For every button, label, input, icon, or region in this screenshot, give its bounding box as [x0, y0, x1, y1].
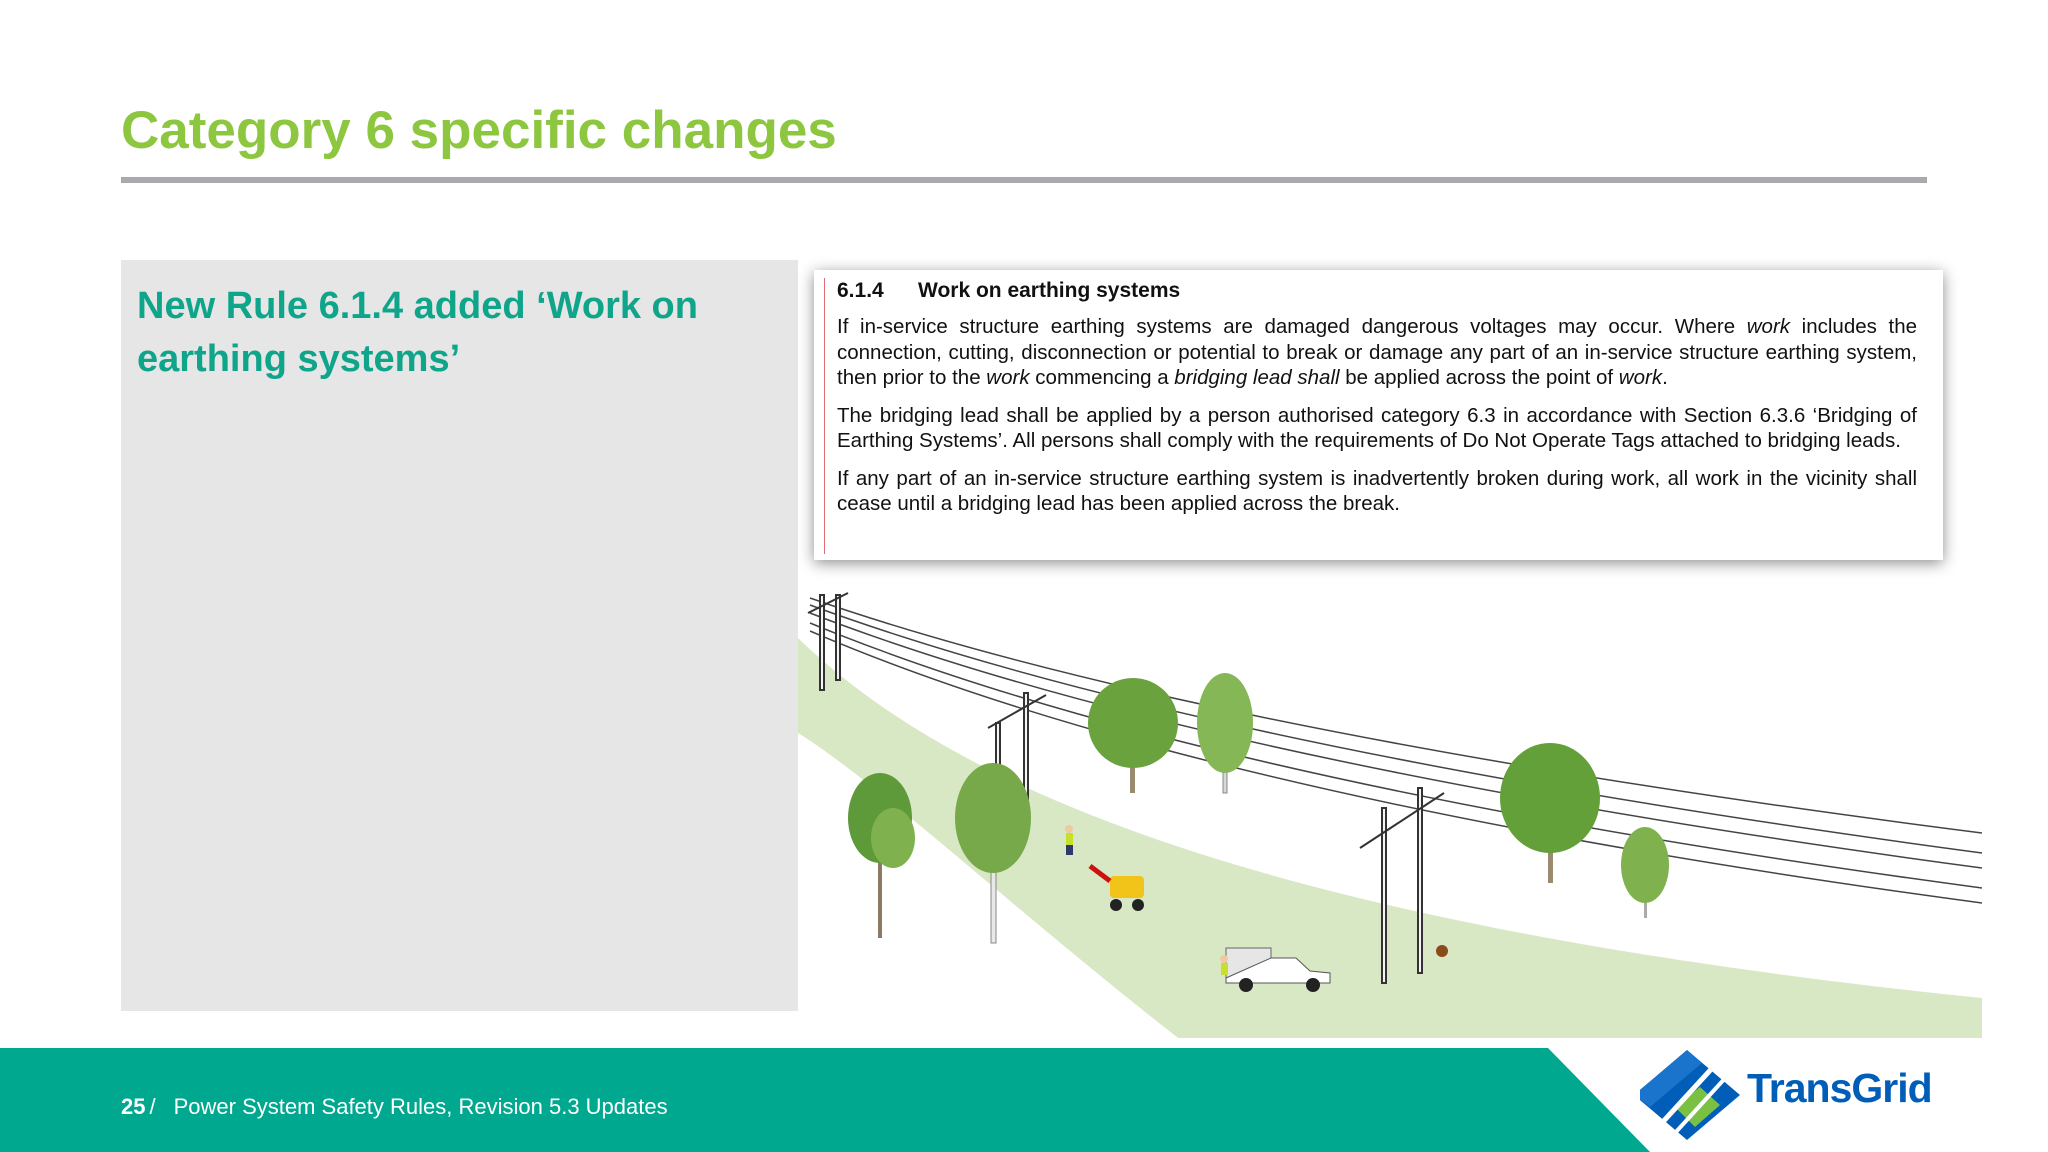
- rule-paragraph-3: If any part of an in-service structure earthing system is inadvertently broken during work, all work in the vicinity shall cease until a bridging lead has been applied across the break.: [837, 466, 1917, 515]
- rule-heading: [837, 278, 1917, 304]
- presentation-title: Power System Safety Rules, Revision 5.3 Updates: [173, 1094, 668, 1119]
- rule-text-run: .: [1662, 366, 1668, 389]
- rule-text-run: If in-service structure earthing systems are damaged dangerous voltages may occur. Where: [837, 315, 1747, 338]
- rule-paragraph-2: The bridging lead shall be applied by a person authorised category 6.3 in accordance with Section 6.3.6 ‘Bridging of Earthing Systems’. All persons shall comply with the requirements of Do Not Operate Tags attached to bridging leads.: [837, 403, 1917, 452]
- powerline-illustration: [798, 583, 1982, 1038]
- defined-term: work: [1746, 315, 1791, 338]
- page-number: 25: [121, 1094, 146, 1119]
- tree-icon: [1621, 827, 1669, 918]
- tree-icon: [1197, 673, 1253, 793]
- brand-name: TransGrid: [1747, 1065, 1932, 1111]
- worker-icon: [1220, 955, 1228, 975]
- rule-text-run: be applied across the point of: [1339, 366, 1619, 389]
- defined-term: work: [1618, 366, 1663, 389]
- margin-line: [824, 278, 825, 554]
- tree-icon: [1500, 743, 1600, 883]
- rule-text-run: includes the connection, cutting, disconnection or potential to break or damage any part of an in-service structure earthing system, then prior to the: [837, 315, 1918, 389]
- rule-excerpt: [837, 278, 1917, 529]
- rule-excerpt-box: [814, 270, 1943, 560]
- rule-title: Work on earthing systems: [918, 279, 1181, 302]
- tree-icon: [1088, 678, 1178, 793]
- footer-text: [121, 1094, 668, 1120]
- page-separator: /: [149, 1094, 156, 1119]
- slide-title: Category 6 specific changes: [121, 101, 837, 160]
- defined-term: work: [986, 366, 1030, 389]
- rule-text-run: commencing a: [1029, 366, 1175, 389]
- defined-term: bridging lead shall: [1174, 366, 1340, 389]
- rule-paragraph-1: [837, 314, 1917, 391]
- worker-icon: [1065, 825, 1073, 855]
- title-divider: [121, 177, 1927, 183]
- rule-number: 6.1.4: [837, 279, 884, 302]
- panel-heading: New Rule 6.1.4 added ‘Work on earthing systems’: [137, 285, 698, 380]
- left-panel: [121, 260, 798, 1011]
